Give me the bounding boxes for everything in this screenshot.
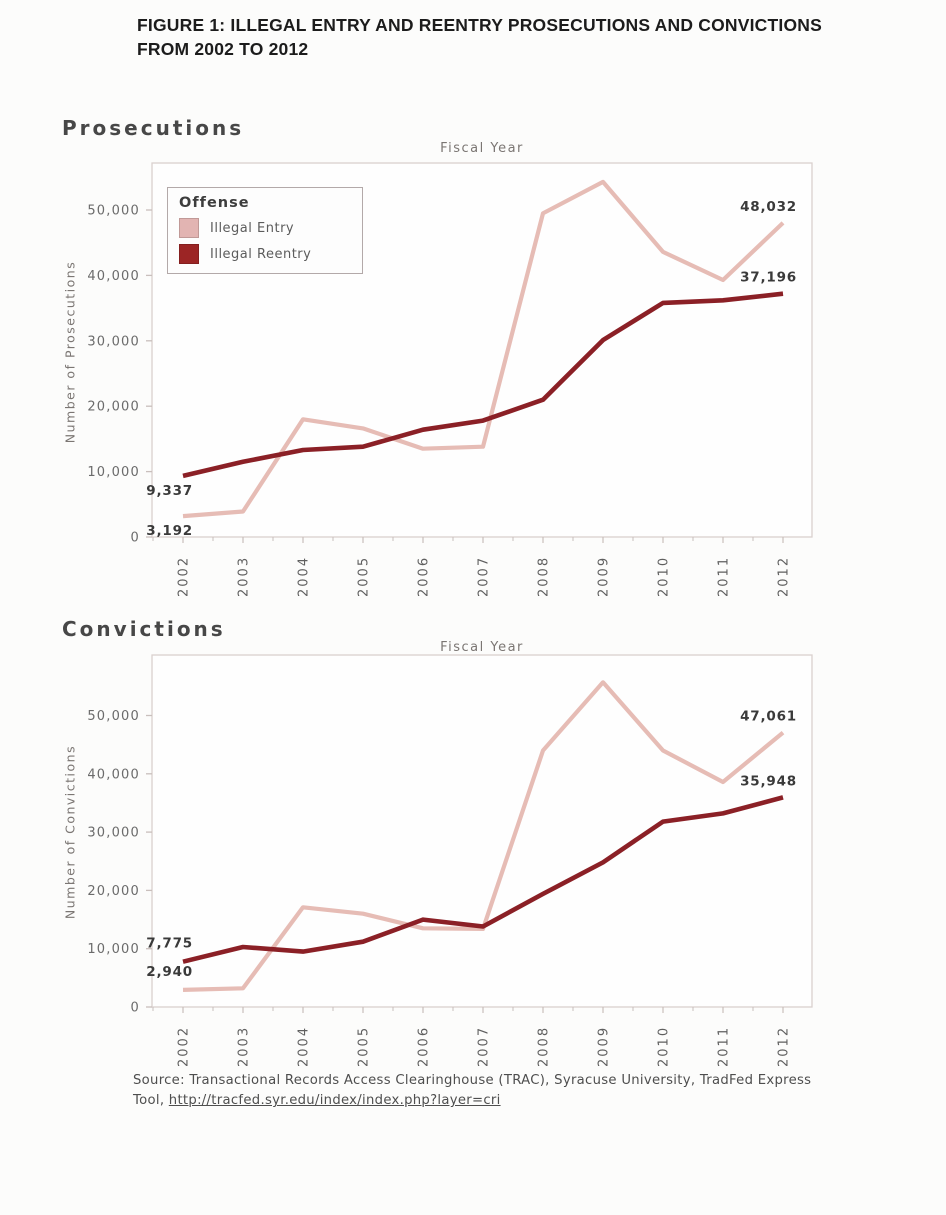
fiscal-year-axis-title: Fiscal Year [440, 640, 524, 655]
x-tick-label: 2009 [596, 1025, 612, 1067]
x-tick-label: 2004 [296, 555, 312, 597]
x-tick-label: 2008 [536, 1025, 552, 1067]
last-point-label: 47,061 [740, 708, 797, 725]
illegal-reentry-swatch-icon [179, 244, 199, 264]
x-tick-label: 2006 [416, 555, 432, 597]
x-tick-label: 2005 [356, 555, 372, 597]
legend-item-illegal-entry [179, 218, 351, 238]
legend-item-illegal-reentry [179, 244, 351, 264]
first-point-label: 3,192 [146, 523, 193, 540]
x-tick-label: 2007 [476, 555, 492, 597]
y-tick-label: 30,000 [87, 334, 140, 350]
convictions-heading: Convictions [62, 617, 226, 641]
x-tick-label: 2007 [476, 1025, 492, 1067]
legend-title: Offense [179, 195, 250, 211]
source-line1: Source: Transactional Records Access Clearinghouse (TRAC), Syracuse University, TradFed Express [133, 1073, 812, 1088]
x-tick-label: 2008 [536, 555, 552, 597]
x-tick-label: 2006 [416, 1025, 432, 1067]
figure-title-line2: FROM 2002 TO 2012 [137, 39, 309, 59]
number-of-prosecutions-axis-title: Number of Prosecutions [62, 260, 78, 444]
y-tick-label: 30,000 [87, 825, 140, 841]
y-tick-label: 40,000 [87, 767, 140, 783]
figure-title-line1: FIGURE 1: ILLEGAL ENTRY AND REENTRY PROSECUTIONS AND CONVICTIONS [137, 15, 822, 35]
last-point-label: 48,032 [740, 198, 797, 215]
plot-area [152, 655, 812, 1007]
first-point-label: 2,940 [146, 963, 193, 980]
x-tick-label: 2002 [176, 1025, 192, 1067]
x-tick-label: 2011 [716, 1025, 732, 1067]
y-tick-label: 20,000 [87, 399, 140, 415]
convictions-line-chart [0, 642, 946, 1112]
legend [167, 187, 363, 274]
y-tick-label: 50,000 [87, 709, 140, 724]
number-of-convictions-axis-title: Number of Convictions [62, 744, 78, 920]
x-tick-label: 2002 [176, 555, 192, 597]
x-tick-label: 2003 [236, 555, 252, 597]
legend-label-illegal-reentry: Illegal Reentry [210, 246, 312, 262]
x-tick-label: 2012 [776, 1025, 792, 1067]
y-tick-label: 10,000 [87, 465, 140, 481]
fiscal-year-axis-title: Fiscal Year [440, 141, 524, 156]
x-tick-label: 2010 [656, 1025, 672, 1067]
first-point-label: 9,337 [146, 482, 193, 499]
x-tick-label: 2003 [236, 1025, 252, 1067]
y-tick-label: 20,000 [87, 883, 140, 899]
first-point-label: 7,775 [146, 935, 193, 952]
y-tick-label: 0 [130, 1000, 140, 1016]
source-line2-prefix: Tool, [133, 1093, 169, 1109]
prosecutions-line-chart [0, 150, 946, 620]
x-tick-label: 2011 [716, 555, 732, 597]
x-tick-label: 2005 [356, 1025, 372, 1067]
legend-label-illegal-entry: Illegal Entry [210, 220, 295, 236]
x-tick-label: 2009 [596, 555, 612, 597]
y-tick-label: 0 [130, 530, 140, 546]
figure-title [137, 13, 857, 61]
source-note [133, 1071, 873, 1112]
y-tick-label: 40,000 [87, 268, 140, 284]
x-tick-label: 2012 [776, 555, 792, 597]
last-point-label: 37,196 [740, 269, 797, 286]
last-point-label: 35,948 [740, 773, 797, 790]
source-link[interactable]: http://tracfed.syr.edu/index/index.php?layer=cri [168, 1093, 501, 1109]
x-tick-label: 2010 [656, 555, 672, 597]
illegal-entry-swatch-icon [179, 218, 199, 238]
x-tick-label: 2004 [296, 1025, 312, 1067]
y-tick-label: 10,000 [87, 942, 140, 958]
y-tick-label: 50,000 [87, 203, 140, 219]
prosecutions-heading: Prosecutions [62, 116, 245, 140]
